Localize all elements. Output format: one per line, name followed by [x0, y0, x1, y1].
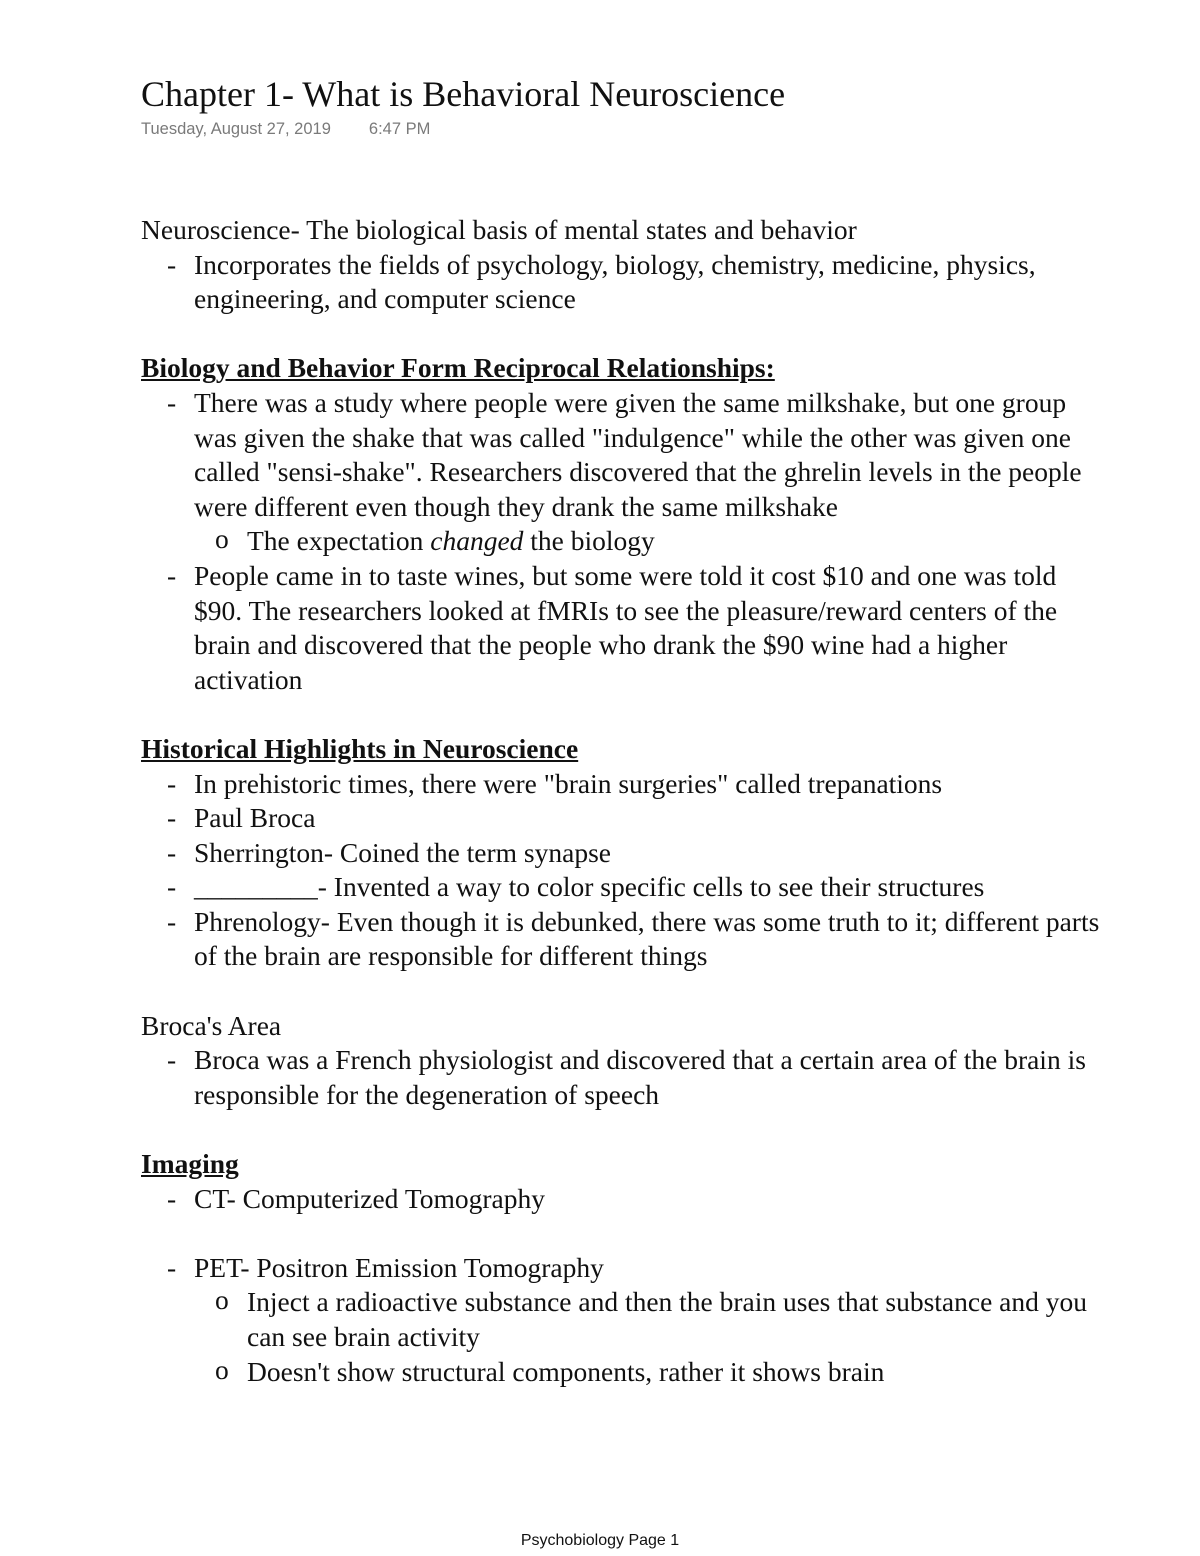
list-item: - Sherrington- Coined the term synapse	[141, 836, 1101, 871]
list-item: - Phrenology- Even though it is debunked, there was some truth to it; different parts of the brain are responsible for different things	[141, 905, 1101, 974]
page-content	[141, 72, 1101, 1389]
list-item: - People came in to taste wines, but some were told it cost $10 and one was told $90. The researchers looked at fMRIs to see the pleasure/reward centers of the brain and discovered that the people who drank the $90 wine had a higher activation	[141, 559, 1101, 697]
page-footer: Psychobiology Page 1	[520, 1532, 680, 1549]
broca-area-title: Broca's Area	[141, 1009, 282, 1041]
page-title: Chapter 1- What is Behavioral Neuroscience	[141, 74, 786, 114]
imaging-list	[141, 1182, 1101, 1217]
sub-list-item: o The expectation changed the biology	[141, 524, 1101, 559]
list-item: - Paul Broca	[141, 801, 1101, 836]
list-item: - Incorporates the fields of psychology, biology, chemistry, medicine, physics, engineering, and computer science	[141, 248, 1101, 317]
list-item: - There was a study where people were given the same milkshake, but one group was given the shake that was called "indulgence" while the other was given one called "sensi-shake". Researchers discovered that the ghrelin levels in the people were different even though they drank the same milkshake	[141, 386, 1101, 524]
sub-list-item: o Doesn't show structural components, rather it shows brain	[141, 1355, 1101, 1390]
page-date: Tuesday, August 27, 2019	[141, 120, 331, 138]
sub-list-item: o Inject a radioactive substance and then the brain uses that substance and you can see brain activity	[141, 1285, 1101, 1354]
broca-list	[141, 1043, 1101, 1112]
list-item: - PET- Positron Emission Tomography	[141, 1251, 1101, 1286]
list-item: - In prehistoric times, there were "brain surgeries" called trepanations	[141, 767, 1101, 802]
note-body	[141, 213, 1101, 1389]
list-item: - Broca was a French physiologist and discovered that a certain area of the brain is responsible for the degeneration of speech	[141, 1043, 1101, 1112]
imaging-list-pet	[141, 1251, 1101, 1389]
page-time: 6:47 PM	[368, 120, 431, 138]
page-meta	[141, 120, 1101, 139]
intro-list	[141, 248, 1101, 317]
history-list	[141, 767, 1101, 975]
section-heading-history: Historical Highlights in Neuroscience	[141, 732, 579, 764]
section-heading-biology: Biology and Behavior Form Reciprocal Relationships:	[141, 352, 775, 384]
biology-list	[141, 386, 1101, 697]
intro-line: Neuroscience- The biological basis of mental states and behavior	[141, 214, 857, 245]
list-item: - _________- Invented a way to color specific cells to see their structures	[141, 870, 1101, 905]
list-item: - CT- Computerized Tomography	[141, 1182, 1101, 1217]
section-heading-imaging: Imaging	[141, 1148, 239, 1180]
